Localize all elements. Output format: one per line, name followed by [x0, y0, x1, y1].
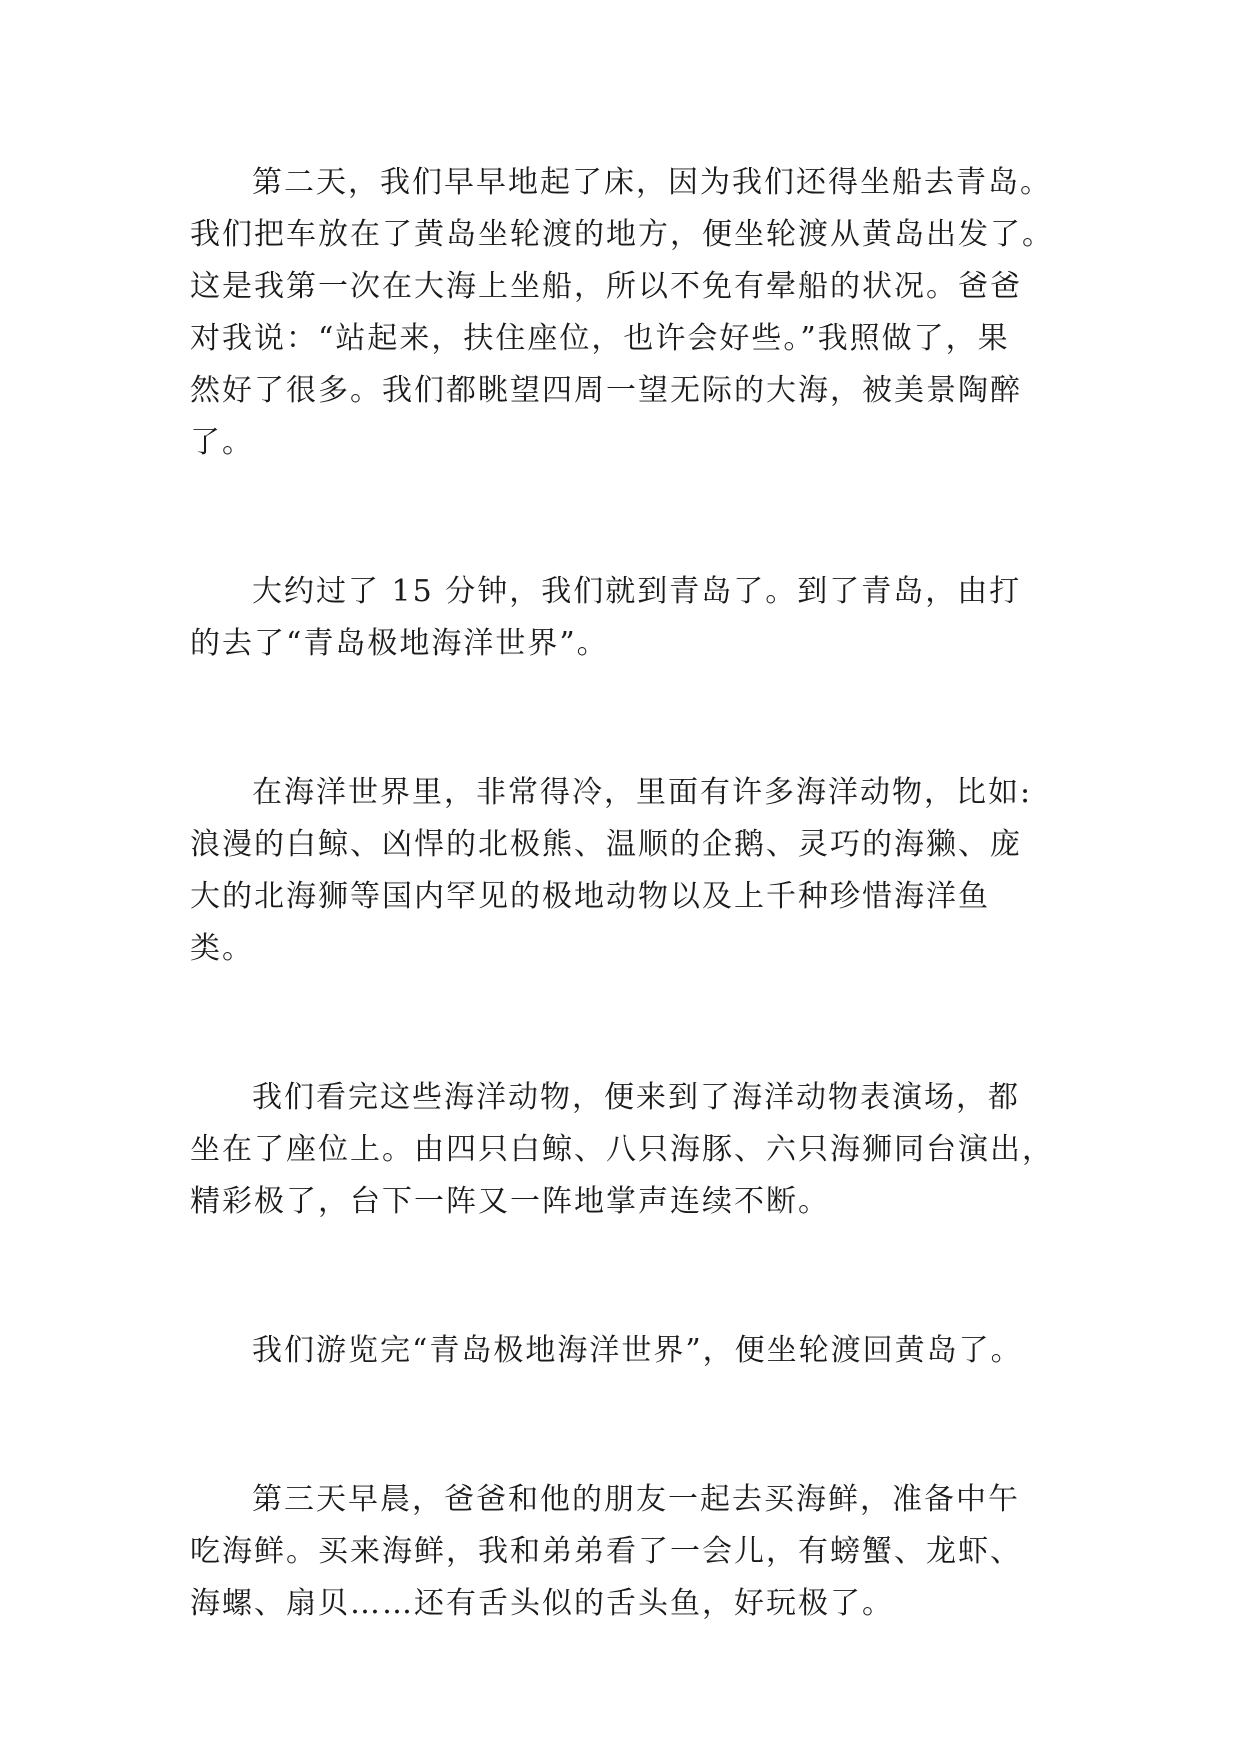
paragraph-4: [190, 1072, 1090, 1228]
paragraph-line: 的去了“青岛极地海洋世界”。: [190, 626, 609, 661]
paragraph-line: 这是我第一次在大海上坐船，所以不免有晕船的状况。爸爸: [190, 269, 1022, 304]
paragraph-3: [190, 767, 1090, 975]
paragraph-line: 海螺、扇贝……还有舌头似的舌头鱼，好玩极了。: [190, 1586, 894, 1621]
paragraph-5: [190, 1325, 1090, 1377]
paragraph-6: [190, 1474, 1090, 1630]
paragraph-line: 我们看完这些海洋动物，便来到了海洋动物表演场，都: [252, 1080, 1020, 1115]
paragraph-line: 了。: [190, 425, 254, 460]
paragraph-1: [190, 157, 1090, 469]
paragraph-line: 我们把车放在了黄岛坐轮渡的地方，便坐轮渡从黄岛出发了。: [190, 217, 1054, 252]
paragraph-line: 第二天，我们早早地起了床，因为我们还得坐船去青岛。: [252, 165, 1052, 200]
document-body: [190, 157, 1090, 1727]
paragraph-line: 对我说：“站起来，扶住座位，也许会好些。”我照做了，果: [190, 321, 1010, 356]
paragraph-2: [190, 566, 1090, 670]
paragraph-line: 大约过了 15 分钟，我们就到青岛了。到了青岛，由打: [252, 574, 1022, 609]
paragraph-line: 类。: [190, 931, 254, 966]
paragraph-line: 浪漫的白鲸、凶悍的北极熊、温顺的企鹅、灵巧的海獭、庞: [190, 827, 1022, 862]
paragraph-line: 我们游览完“青岛极地海洋世界”，便坐轮渡回黄岛了。: [252, 1333, 1023, 1368]
paragraph-line: 在海洋世界里，非常得冷，里面有许多海洋动物，比如:: [252, 775, 1033, 810]
paragraph-line: 精彩极了，台下一阵又一阵地掌声连续不断。: [190, 1184, 830, 1219]
paragraph-line: 然好了很多。我们都眺望四周一望无际的大海，被美景陶醉: [190, 373, 1022, 408]
paragraph-line: 大的北海狮等国内罕见的极地动物以及上千种珍惜海洋鱼: [190, 879, 990, 914]
paragraph-line: 第三天早晨，爸爸和他的朋友一起去买海鲜，准备中午: [252, 1482, 1020, 1517]
paragraph-line: 吃海鲜。买来海鲜，我和弟弟看了一会儿，有螃蟹、龙虾、: [190, 1534, 1022, 1569]
paragraph-line: 坐在了座位上。由四只白鲸、八只海豚、六只海狮同台演出，: [190, 1132, 1054, 1167]
